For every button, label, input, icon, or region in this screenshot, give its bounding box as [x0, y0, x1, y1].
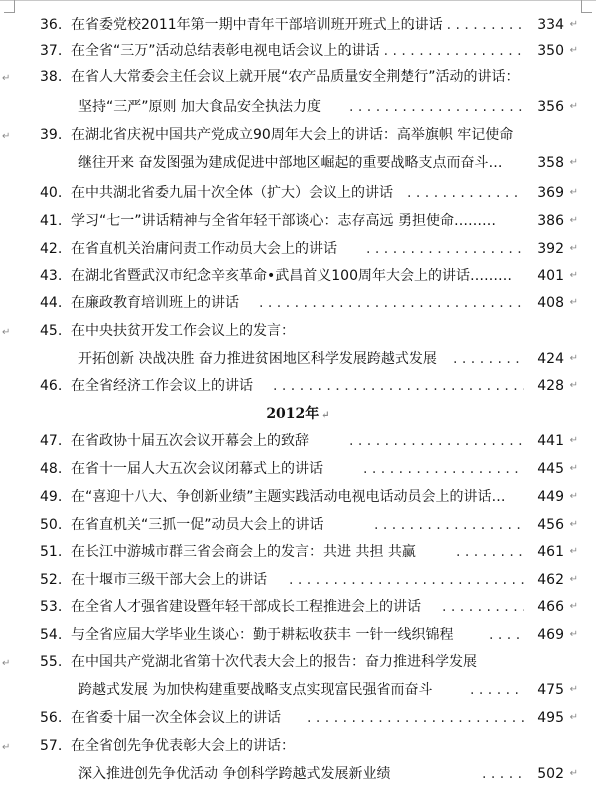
toc-entry [0, 456, 596, 482]
entry-number: 38. [40, 69, 63, 85]
entry-number: 46. [40, 378, 63, 394]
dot-leader [273, 373, 524, 399]
paragraph-mark-icon: ↵ [569, 712, 578, 723]
entry-title: 在省委党校2011年第一期中青年干部培训班开班式上的讲话 [71, 17, 443, 33]
entry-number: 39. [40, 127, 63, 143]
entry-title: 在中国共产党湖北省第十次代表大会上的报告：奋力推进科学发展 [71, 654, 477, 670]
toc-entry [0, 649, 596, 675]
paragraph-mark-icon: ↵ [569, 101, 578, 112]
entry-page-number: 445 [537, 461, 564, 477]
entry-title: 在全省“三万”活动总结表彰电视电话会议上的讲话 [71, 43, 380, 59]
entry-page-number: 356 [537, 99, 564, 115]
entry-title: 在“喜迎十八大、争创新业绩”主题实践活动电视电话动员会上的讲话… [71, 489, 506, 505]
toc-entry-continuation [0, 677, 596, 703]
entry-title-continued: 开拓创新 决战决胜 奋力推进贫困地区科学发展跨越式发展 [78, 351, 437, 367]
entry-page-number: 462 [537, 572, 564, 588]
dot-leader [349, 428, 524, 454]
toc-entry [0, 263, 596, 289]
paragraph-mark-icon: ↵ [569, 380, 578, 391]
entry-page-number: 441 [537, 433, 564, 449]
entry-title: 在省委十届一次全体会议上的讲话 [71, 710, 281, 726]
dot-leader [289, 567, 524, 593]
entry-title: 在湖北省庆祝中国共产党成立90周年大会上的讲话：高举旗帜 牢记使命 [71, 127, 514, 143]
entry-number: 54. [40, 627, 63, 643]
paragraph-mark-icon: ↵ [2, 327, 11, 338]
year-heading [0, 401, 596, 429]
entry-number: 36. [40, 17, 63, 33]
entry-title: 在中央扶贫开发工作会议上的发言： [71, 323, 295, 339]
toc-entry [0, 512, 596, 538]
entry-page-number: 401 [537, 268, 564, 284]
entry-number: 43. [40, 268, 63, 284]
entry-title-continued: 深入推进创先争优活动 争创科学跨越式发展新业绩 [78, 766, 391, 782]
paragraph-mark-icon: ↵ [569, 353, 578, 364]
toc-entry [0, 12, 596, 38]
toc-entry [0, 290, 596, 316]
entry-number: 47. [40, 433, 63, 449]
toc-entry [0, 733, 596, 759]
entry-page-number: 369 [537, 185, 564, 201]
entry-title: 在廉政教育培训班上的讲话 [71, 295, 239, 311]
paragraph-mark-icon: ↵ [569, 19, 578, 30]
paragraph-mark-icon: ↵ [2, 742, 11, 753]
toc-entry-continuation [0, 150, 596, 176]
paragraph-mark-icon: ↵ [569, 297, 578, 308]
dot-leader [456, 539, 524, 565]
entry-page-number: 424 [537, 351, 564, 367]
entry-number: 45. [40, 323, 63, 339]
dot-leader [366, 236, 524, 262]
entry-title: 与全省应届大学毕业生谈心：勤于耕耘收获丰 一针一线织锦程 [71, 627, 454, 643]
toc-entry [0, 208, 596, 234]
entry-page-number: 475 [537, 682, 564, 698]
entry-page-number: 449 [537, 489, 564, 505]
paragraph-mark-icon: ↵ [2, 658, 11, 669]
entry-title-continued: 坚持“三严”原则 加大食品安全执法力度 [78, 99, 321, 115]
toc-entry [0, 567, 596, 593]
entry-number: 57. [40, 738, 63, 754]
paragraph-mark-icon: ↵ [569, 684, 578, 695]
entry-title: 在省直机关治庸问责工作动员大会上的讲话 [71, 241, 337, 257]
entry-number: 56. [40, 710, 63, 726]
toc-entry [0, 428, 596, 454]
entry-page-number: 495 [537, 710, 564, 726]
entry-page-number: 386 [537, 213, 564, 229]
entry-number: 49. [40, 489, 63, 505]
dot-leader [453, 346, 524, 372]
entry-title: 在省政协十届五次会议开幕会上的致辞 [71, 433, 309, 449]
toc-entry [0, 122, 596, 148]
entry-number: 40. [40, 185, 63, 201]
paragraph-mark-icon: ↵ [569, 629, 578, 640]
entry-title: 在全省人才强省建设暨年轻干部成长工程推进会上的讲话 [71, 599, 421, 615]
paragraph-mark-icon: ↵ [569, 601, 578, 612]
entry-page-number: 461 [537, 544, 564, 560]
toc-entry [0, 38, 596, 64]
dot-leader [363, 456, 524, 482]
entry-number: 41. [40, 213, 63, 229]
toc-entry [0, 373, 596, 399]
entry-title: 在十堰市三级干部大会上的讲话 [71, 572, 267, 588]
entry-number: 50. [40, 517, 63, 533]
entry-page-number: 334 [537, 17, 564, 33]
dot-leader [482, 761, 524, 787]
entry-number: 42. [40, 241, 63, 257]
toc-entry [0, 705, 596, 731]
toc-entry-continuation [0, 94, 596, 120]
entry-number: 53. [40, 599, 63, 615]
toc-entry [0, 64, 596, 90]
entry-title: 在全省经济工作会议上的讲话 [71, 378, 253, 394]
entry-title: 在省十一届人大五次会议闭幕式上的讲话 [71, 461, 323, 477]
paragraph-mark-icon: ↵ [569, 435, 578, 446]
entry-title-continued: 继往开来 奋发图强为建成促进中部地区崛起的重要战略支点而奋斗… [78, 155, 503, 171]
entry-page-number: 456 [537, 517, 564, 533]
toc-entry-continuation [0, 346, 596, 372]
year-heading-text: 2012年 [266, 406, 320, 422]
entry-page-number: 469 [537, 627, 564, 643]
toc-entry [0, 484, 596, 510]
paragraph-mark-icon: ↵ [2, 131, 11, 142]
paragraph-mark-icon: ↵ [569, 270, 578, 281]
dot-leader [349, 94, 524, 120]
entry-title: 在长江中游城市群三省会商会上的发言：共进 共担 共赢 [71, 544, 416, 560]
entry-title: 在省人大常委会主任会议上就开展“农产品质量安全荆楚行”活动的讲话： [71, 69, 520, 85]
toc-entry [0, 236, 596, 262]
entry-number: 44. [40, 295, 63, 311]
entry-number: 51. [40, 544, 63, 560]
entry-title: 在湖北省暨武汉市纪念辛亥革命•武昌首义100周年大会上的讲话……… [71, 268, 512, 284]
paragraph-mark-icon: ↵ [569, 243, 578, 254]
dot-leader [407, 180, 524, 206]
entry-title-continued: 跨越式发展 为加快构建重要战略支点实现富民强省而奋斗 [78, 682, 433, 698]
paragraph-mark-icon: ↵ [569, 45, 578, 56]
entry-page-number: 502 [537, 766, 564, 782]
entry-page-number: 428 [537, 378, 564, 394]
entry-page-number: 350 [537, 43, 564, 59]
entry-page-number: 408 [537, 295, 564, 311]
paragraph-mark-icon: ↵ [321, 410, 330, 421]
entry-page-number: 392 [537, 241, 564, 257]
dot-leader [348, 38, 524, 64]
entry-title: 在省直机关“三抓一促”动员大会上的讲话 [71, 517, 324, 533]
paragraph-mark-icon: ↵ [2, 73, 11, 84]
paragraph-mark-icon: ↵ [569, 215, 578, 226]
entry-number: 52. [40, 572, 63, 588]
page-top-edge [0, 0, 596, 1]
toc-entry [0, 318, 596, 344]
toc-entry [0, 622, 596, 648]
paragraph-mark-icon: ↵ [569, 187, 578, 198]
paragraph-mark-icon: ↵ [569, 491, 578, 502]
paragraph-mark-icon: ↵ [569, 546, 578, 557]
dot-leader [307, 705, 524, 731]
entry-number: 55. [40, 654, 63, 670]
dot-leader [470, 677, 524, 703]
dot-leader [489, 622, 524, 648]
paragraph-mark-icon: ↵ [569, 519, 578, 530]
paragraph-mark-icon: ↵ [569, 768, 578, 779]
entry-page-number: 358 [537, 155, 564, 171]
toc-entry [0, 180, 596, 206]
toc-entry-continuation [0, 761, 596, 787]
paragraph-mark-icon: ↵ [569, 157, 578, 168]
dot-leader [259, 290, 524, 316]
dot-leader [411, 12, 524, 38]
entry-number: 37. [40, 43, 63, 59]
entry-page-number: 466 [537, 599, 564, 615]
dot-leader [442, 594, 524, 620]
entry-number: 48. [40, 461, 63, 477]
dot-leader [374, 512, 524, 538]
entry-title: 在中共湖北省委九届十次全体（扩大）会议上的讲话 [71, 185, 393, 201]
paragraph-mark-icon: ↵ [569, 574, 578, 585]
paragraph-mark-icon: ↵ [569, 463, 578, 474]
toc-entry [0, 594, 596, 620]
toc-entry [0, 539, 596, 565]
entry-title: 学习“七一”讲话精神与全省年轻干部谈心：志存高远 勇担使命……… [71, 213, 496, 229]
entry-title: 在全省创先争优表彰大会上的讲话： [71, 738, 295, 754]
